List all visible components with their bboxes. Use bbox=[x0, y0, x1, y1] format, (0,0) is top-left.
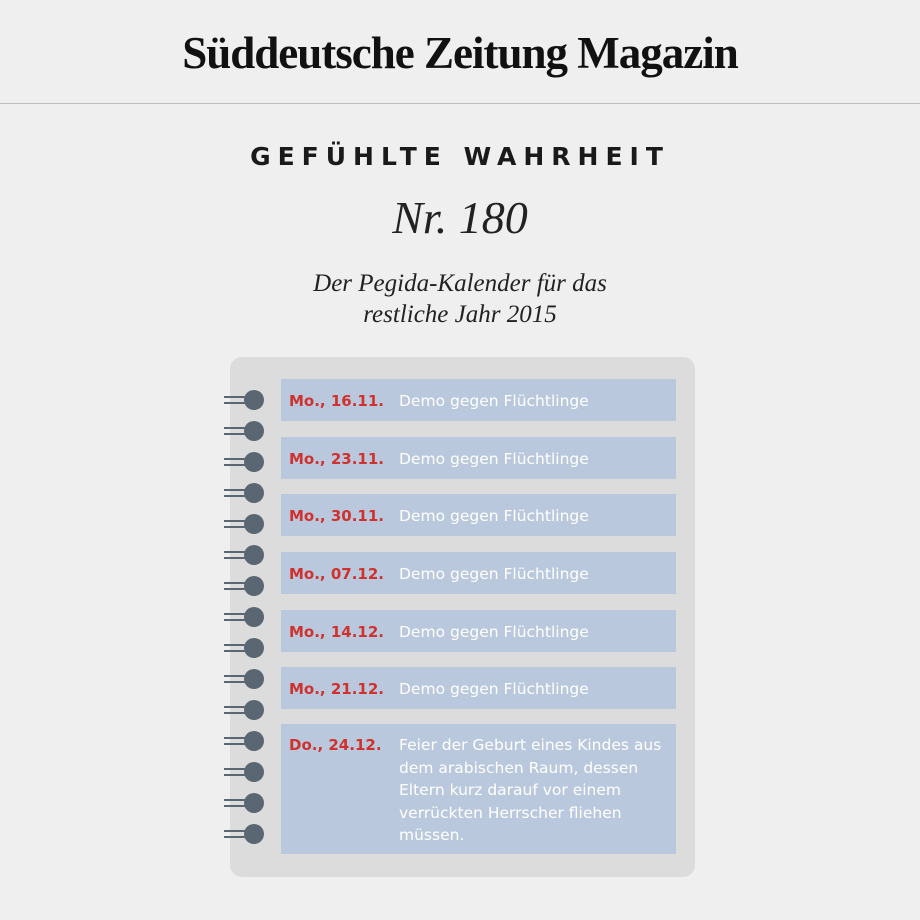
calendar-entry bbox=[281, 552, 676, 594]
entry-text: Feier der Geburt eines Kindes aus dem arabischen Raum, dessen Eltern kurz darauf vor einem verrückten Herrscher fliehen müssen. bbox=[399, 736, 662, 844]
calendar-entry bbox=[281, 724, 676, 854]
spiral-ring-icon bbox=[224, 792, 274, 814]
spiral-ring-icon bbox=[224, 699, 274, 721]
spiral-ring-icon bbox=[224, 606, 274, 628]
entry-text: Demo gegen Flüchtlinge bbox=[399, 565, 589, 583]
column-kicker: GEFÜHLTE WAHRHEIT bbox=[250, 142, 670, 171]
entry-date: Mo., 23.11. bbox=[289, 450, 384, 468]
subtitle-line-2: restliche Jahr 2015 bbox=[363, 301, 557, 328]
entry-text: Demo gegen Flüchtlinge bbox=[399, 450, 589, 468]
entry-date: Do., 24.12. bbox=[289, 736, 382, 754]
entry-date: Mo., 14.12. bbox=[289, 623, 384, 641]
spiral-ring-icon bbox=[224, 513, 274, 535]
entry-text: Demo gegen Flüchtlinge bbox=[399, 507, 589, 525]
spiral-ring-icon bbox=[224, 668, 274, 690]
entry-date: Mo., 21.12. bbox=[289, 680, 384, 698]
spiral-ring-icon bbox=[224, 420, 274, 442]
spiral-ring-icon bbox=[224, 482, 274, 504]
spiral-ring-icon bbox=[224, 451, 274, 473]
spiral-binding bbox=[224, 387, 274, 847]
calendar-entry bbox=[281, 437, 676, 479]
calendar-entry bbox=[281, 494, 676, 536]
issue-number: Nr. 180 bbox=[392, 192, 528, 243]
spiral-ring-icon bbox=[224, 823, 274, 845]
entry-date: Mo., 07.12. bbox=[289, 565, 384, 583]
spiral-ring-icon bbox=[224, 389, 274, 411]
subtitle-line-1: Der Pegida-Kalender für das bbox=[313, 270, 607, 297]
entry-text: Demo gegen Flüchtlinge bbox=[399, 680, 589, 698]
entry-text: Demo gegen Flüchtlinge bbox=[399, 623, 589, 641]
entry-date: Mo., 16.11. bbox=[289, 392, 384, 410]
calendar-entry bbox=[281, 379, 676, 421]
spiral-ring-icon bbox=[224, 575, 274, 597]
header-divider bbox=[0, 103, 920, 104]
masthead-logo: Süddeutsche Zeitung Magazin bbox=[182, 28, 738, 78]
calendar-entry bbox=[281, 610, 676, 652]
entry-text: Demo gegen Flüchtlinge bbox=[399, 392, 589, 410]
spiral-ring-icon bbox=[224, 637, 274, 659]
calendar-entry bbox=[281, 667, 676, 709]
spiral-ring-icon bbox=[224, 761, 274, 783]
spiral-ring-icon bbox=[224, 730, 274, 752]
spiral-ring-icon bbox=[224, 544, 274, 566]
entry-date: Mo., 30.11. bbox=[289, 507, 384, 525]
subtitle bbox=[260, 268, 660, 330]
